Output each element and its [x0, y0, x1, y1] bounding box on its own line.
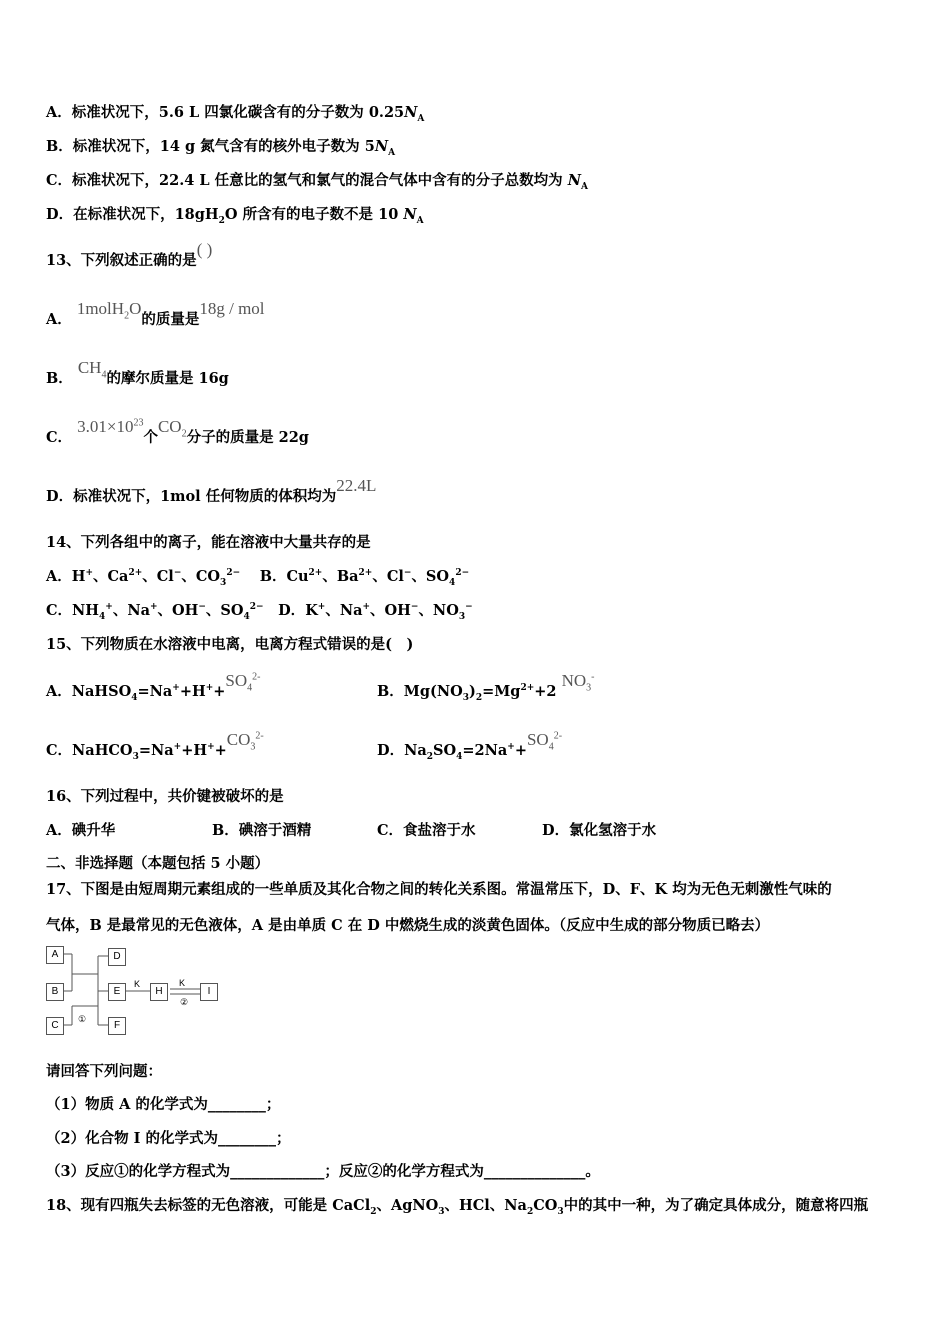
q15-stem: 15、下列物质在水溶液中电离，电离方程式错误的是( ) — [46, 636, 414, 653]
box-h: H — [150, 983, 168, 1001]
q15-option-d: D．$Na_2SO_4=2Na^++SO_4^{2-}$ — [377, 730, 563, 762]
q13-option-a: A． 1molH$_2$O的质量是18g / mol — [46, 299, 265, 328]
q17-sub2: （2）化合物 I 的化学式为________； — [46, 1130, 291, 1147]
label-reaction-1: ① — [78, 1014, 87, 1024]
box-i: I — [200, 983, 218, 1001]
q17-sub3: （3）反应①的化学方程式为_____________；反应②的化学方程式为______________。 — [46, 1163, 600, 1180]
q12-option-d: D．在标准状况下，$18gH_2O$ 所含有的电子数不是 10 $N_A$ — [46, 206, 424, 226]
q16-option-a: A．碘升华 — [46, 822, 116, 839]
box-e: E — [108, 983, 126, 1001]
box-d: D — [108, 948, 126, 966]
q17-sub1: （1）物质 A 的化学式为________； — [46, 1096, 281, 1113]
q14-options-cd: C．$NH_4^+$、Na+、OH−、$SO_4^{2-}$ D．K+、Na+、OH−、$NO_3^-$ — [46, 602, 473, 622]
box-b: B — [46, 983, 64, 1001]
q15-option-a: A．$NaHSO_4=Na^++H^++SO_4^{2-}$ — [46, 671, 261, 703]
q17-prompt: 请回答下列问题： — [46, 1063, 162, 1080]
q16-option-d: D．氯化氢溶于水 — [542, 822, 657, 839]
label-k1: K — [134, 979, 141, 989]
q12-option-c: C．标准状况下，22.4 L 任意比的氢气和氯气的混合气体中含有的分子总数均为 $N_A$ — [46, 172, 588, 192]
q13-option-c: C． $3.01\times 10^{23}$个$CO_2$分子的质量是 22g — [46, 417, 309, 446]
q17-diagram — [46, 944, 226, 1039]
q12-option-a: A．标准状况下，5.6 L 四氯化碳含有的分子数为 $0.25N_A$ — [46, 104, 425, 124]
box-f: F — [108, 1017, 126, 1035]
q15-option-b: B．$Mg(NO_3)_2=Mg^{2+}+2$ $NO_3^-$ — [377, 671, 595, 703]
q12-option-b: B．标准状况下，14 g 氮气含有的核外电子数为 $5N_A$ — [46, 138, 396, 158]
q14-stem: 14、下列各组中的离子，能在溶液中大量共存的是 — [46, 534, 371, 551]
q17-line2: 气体，B 是最常见的无色液体，A 是由单质 C 在 D 中燃烧生成的淡黄色固体。（反应中生成的部分物质已略去） — [46, 917, 770, 934]
q17-line1: 17、下图是由短周期元素组成的一些单质及其化合物之间的转化关系图。常温常压下，D、F、K 均为无色无刺激性气味的 — [46, 881, 832, 898]
q14-options-ab: A．H+、$Ca^{2+}$、Cl−、$CO_3^{2-}$ B．$Cu^{2+}$、$Ba^{2+}$、Cl−、$SO_4^{2-}$ — [46, 568, 470, 588]
q13-stem: 13、下列叙述正确的是( ) — [46, 240, 213, 269]
label-k2: K — [179, 978, 186, 988]
box-a: A — [46, 946, 64, 964]
diagram-lines — [46, 944, 226, 1039]
q16-option-b: B．碘溶于酒精 — [212, 822, 312, 839]
q13-option-b: B． $CH_4$的摩尔质量是 16g — [46, 358, 229, 387]
label-reaction-2: ② — [180, 997, 189, 1007]
q16-option-c: C．食盐溶于水 — [377, 822, 476, 839]
q18-line1: 18、现有四瓶失去标签的无色溶液，可能是 CaCl$_2$、AgNO$_3$、HCl、$Na_2CO_3$中的其中一种，为了确定具体成分，随意将四瓶 — [46, 1197, 869, 1217]
box-c: C — [46, 1017, 64, 1035]
q16-stem: 16、下列过程中，共价键被破坏的是 — [46, 788, 284, 805]
q13-option-d: D．标准状况下，1mol 任何物质的体积均为22.4L — [46, 476, 377, 505]
q15-option-c: C．$NaHCO_3=Na^++H^++CO_3^{2-}$ — [46, 730, 264, 762]
section-heading: 二、非选择题（本题包括 5 小题） — [46, 855, 270, 872]
